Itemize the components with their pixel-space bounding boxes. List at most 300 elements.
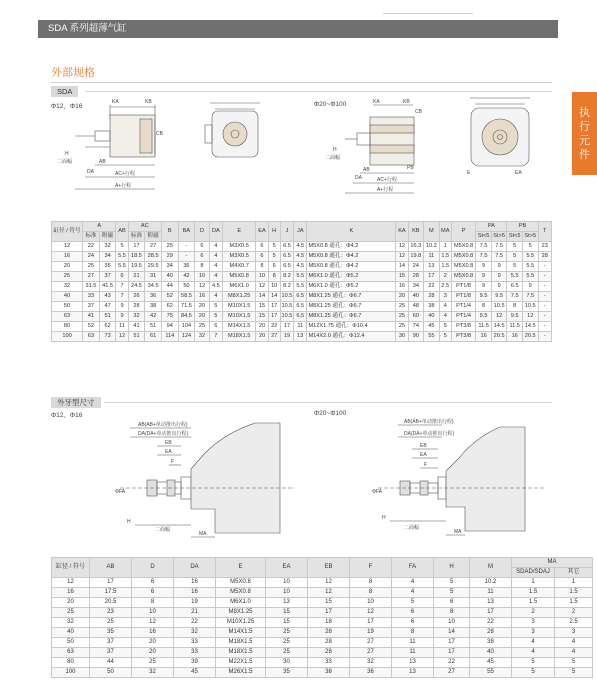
- table-cell: M8X1.25 通孔：Φ6.7: [307, 302, 396, 312]
- dim-label: DA(DA+单动推出行程): [404, 431, 455, 437]
- table-cell: 8: [350, 578, 392, 588]
- table-cell: 4: [209, 262, 222, 272]
- th-bore: 缸径 / 符号: [52, 558, 90, 578]
- table-cell: 1: [439, 242, 451, 252]
- th-ac: AC: [128, 222, 161, 232]
- dim-label: 二面幅: [155, 527, 171, 533]
- th-bore: 缸径 / 符号: [52, 222, 83, 242]
- table-cell: 6.5: [280, 242, 293, 252]
- table-cell: 7: [116, 282, 128, 292]
- th-sub: 标准: [128, 232, 145, 242]
- table-cell: 34: [408, 282, 424, 292]
- dim-label: F: [424, 462, 428, 468]
- table-cell: 20: [256, 322, 268, 332]
- table-cell: 27: [83, 272, 100, 282]
- table-cell: 28: [128, 302, 145, 312]
- table-cell: 28: [470, 628, 512, 638]
- table-cell: 16: [52, 252, 83, 262]
- dim-label: E: [467, 170, 471, 176]
- dim-label: MA: [454, 529, 462, 535]
- table-cell: 12: [308, 588, 350, 598]
- table-row: [52, 262, 552, 272]
- table-cell: 6: [132, 588, 174, 598]
- table-cell: 40: [408, 292, 424, 302]
- table-cell: 7.5: [491, 252, 507, 262]
- th-sub: St<5: [476, 232, 492, 242]
- th-t: T: [538, 222, 552, 242]
- dim-label: KB: [403, 99, 410, 105]
- table-cell: 28: [538, 252, 552, 262]
- table-cell: 10.5: [280, 302, 293, 312]
- table-cell: 7: [116, 292, 128, 302]
- table-cell: 63: [83, 332, 100, 342]
- table-cell: 31.5: [83, 282, 100, 292]
- table-cell: 17: [308, 608, 350, 618]
- table-cell: M8X1.25 通孔：Φ6.7: [307, 292, 396, 302]
- table-cell: 22: [268, 322, 280, 332]
- table1-group-header-row: [52, 222, 552, 232]
- table-cell: 14.5: [522, 322, 538, 332]
- table-cell: 5.5: [522, 272, 538, 282]
- table-cell: 10.5: [280, 312, 293, 322]
- table-cell: 27: [350, 638, 392, 648]
- th-sub: St>5: [491, 232, 507, 242]
- dim-label: AB: [363, 167, 370, 173]
- drawing-large-bore-front: [455, 90, 550, 185]
- table-cell: 60: [408, 312, 424, 322]
- table-row: [52, 282, 552, 292]
- table-cell: 25: [266, 648, 308, 658]
- dim-label: 二面幅: [325, 155, 341, 161]
- table-cell: 7.5: [476, 242, 492, 252]
- table-cell: 20: [396, 292, 408, 302]
- table-cell: 1.5: [555, 588, 593, 598]
- dim-label: ΦFA: [115, 489, 126, 495]
- table-cell: 1: [512, 578, 555, 588]
- table-cell: 43: [99, 292, 116, 302]
- table-cell: 12: [195, 282, 209, 292]
- table-cell: 39: [174, 658, 216, 668]
- table-cell: 63: [52, 648, 90, 658]
- table-cell: 5: [555, 668, 593, 678]
- table-cell: 25: [161, 242, 178, 252]
- table-row: [52, 302, 552, 312]
- table-cell: 5.5: [507, 272, 523, 282]
- table-cell: 51: [128, 332, 145, 342]
- table-cell: 63: [52, 312, 83, 322]
- table-cell: M4X0.7: [223, 262, 256, 272]
- table-row: [52, 312, 552, 322]
- table-cell: 6: [434, 598, 470, 608]
- th-d: D: [132, 558, 174, 578]
- table-cell: 35: [266, 668, 308, 678]
- table-cell: M22X1.5: [216, 658, 266, 668]
- table-cell: PT3/8: [451, 322, 475, 332]
- table-cell: M18X1.5: [223, 332, 256, 342]
- table-cell: 2: [439, 272, 451, 282]
- table-cell: 5: [439, 332, 451, 342]
- table-cell: 48: [408, 302, 424, 312]
- table-cell: 5: [439, 322, 451, 332]
- table-cell: 4: [209, 242, 222, 252]
- th-d: D: [195, 222, 209, 242]
- table-cell: M10X1.5: [223, 302, 256, 312]
- table-cell: 1.5: [439, 262, 451, 272]
- table-cell: 11.5: [507, 322, 523, 332]
- table-cell: 6.5: [280, 252, 293, 262]
- table-cell: 8: [507, 302, 523, 312]
- table-cell: 17: [350, 618, 392, 628]
- table-cell: 28: [308, 648, 350, 658]
- table-cell: 12: [350, 608, 392, 618]
- table-cell: M8X1.25 通孔：Φ6.7: [307, 312, 396, 322]
- table-cell: 7.5: [476, 252, 492, 262]
- dim-label: KA: [373, 99, 380, 105]
- table-cell: 22: [424, 282, 440, 292]
- table-cell: 11: [392, 648, 434, 658]
- table-cell: 5.5: [116, 252, 128, 262]
- drawing-large-bore-thread: [360, 413, 555, 543]
- table-cell: 15: [256, 312, 268, 322]
- table-cell: M3X0.5: [223, 242, 256, 252]
- dim-label: AB(AB+单动推出行程): [404, 419, 454, 425]
- table-cell: 18.5: [128, 252, 145, 262]
- table-cell: 5: [268, 242, 280, 252]
- table-cell: 5.5: [294, 282, 307, 292]
- table-cell: 8: [268, 272, 280, 282]
- table-cell: 5: [209, 312, 222, 322]
- table-cell: 20: [195, 312, 209, 322]
- th-e: E: [216, 558, 266, 578]
- table-cell: 20: [195, 302, 209, 312]
- th-da: DA: [209, 222, 222, 242]
- table-row: [52, 578, 593, 588]
- th-ab: AB: [116, 222, 128, 242]
- table-cell: 16.3: [408, 242, 424, 252]
- table-cell: 62: [99, 322, 116, 332]
- table-cell: 28.5: [145, 252, 162, 262]
- table-cell: 27: [268, 332, 280, 342]
- table-cell: 28: [308, 638, 350, 648]
- table-cell: 2: [512, 608, 555, 618]
- table-cell: 3: [439, 292, 451, 302]
- dim-label: EB: [420, 443, 427, 449]
- table-cell: 17: [470, 608, 512, 618]
- dim-label: EB: [165, 440, 172, 446]
- dim-label: A+行程: [377, 187, 394, 193]
- table-cell: 38: [424, 302, 440, 312]
- table-cell: 40: [52, 292, 83, 302]
- table-cell: -: [538, 302, 552, 312]
- table-cell: 84.5: [178, 312, 195, 322]
- table-cell: 25: [266, 628, 308, 638]
- table-cell: 32: [174, 628, 216, 638]
- table-cell: 4: [392, 588, 434, 598]
- th-eb: EB: [308, 558, 350, 578]
- table-cell: 62: [161, 302, 178, 312]
- table-cell: 1.5: [512, 588, 555, 598]
- table-cell: 28: [308, 628, 350, 638]
- table-cell: 12: [522, 312, 538, 322]
- table-cell: 1.5: [439, 252, 451, 262]
- table-cell: 16: [174, 588, 216, 598]
- table-cell: 32: [52, 618, 90, 628]
- table-cell: 12: [256, 282, 268, 292]
- th-p: P: [451, 222, 475, 242]
- table-cell: 19: [280, 332, 293, 342]
- table-cell: 3: [512, 628, 555, 638]
- table-cell: 9.5: [476, 292, 492, 302]
- table-cell: 58.5: [178, 292, 195, 302]
- table-cell: 9: [116, 312, 128, 322]
- drawing-large-bore-side: [325, 95, 445, 205]
- table-cell: M5X0.8: [451, 262, 475, 272]
- table-cell: 4: [512, 648, 555, 658]
- table-cell: 11: [116, 322, 128, 332]
- table-cell: 4: [209, 272, 222, 282]
- table-cell: 6.5: [294, 302, 307, 312]
- table-cell: PT1/8: [451, 282, 475, 292]
- th-e: E: [223, 222, 256, 242]
- table-cell: 28: [424, 292, 440, 302]
- table-cell: M6X1.0: [216, 598, 266, 608]
- table-cell: 3: [555, 628, 593, 638]
- dim-label: CB: [156, 131, 163, 137]
- sub-label-male-thread: 外牙型尺寸: [51, 397, 101, 408]
- table-cell: 5: [116, 242, 128, 252]
- table-cell: 25: [90, 618, 132, 628]
- th-b: B: [161, 222, 178, 242]
- dim-label: PB: [407, 165, 414, 171]
- table-cell: 12: [308, 578, 350, 588]
- table-cell: 16: [52, 588, 90, 598]
- table-cell: 37: [83, 302, 100, 312]
- table-cell: 10: [268, 282, 280, 292]
- table-cell: 52: [83, 322, 100, 332]
- th-m: M: [424, 222, 440, 242]
- table-cell: 2: [555, 608, 593, 618]
- table-cell: 50: [52, 302, 83, 312]
- th-sub: 其它: [555, 568, 593, 578]
- table-cell: 16: [396, 282, 408, 292]
- dim-label: AB: [99, 159, 106, 165]
- dim-label: DA(DA+单动推出行程): [138, 431, 189, 437]
- table-cell: 4.5: [294, 242, 307, 252]
- table-cell: 31: [145, 272, 162, 282]
- table-cell: 8: [256, 262, 268, 272]
- table-cell: -: [178, 252, 195, 262]
- table-row: [52, 292, 552, 302]
- table-cell: 10.2: [470, 578, 512, 588]
- table-cell: 6: [256, 242, 268, 252]
- table-cell: 13: [424, 262, 440, 272]
- dim-label: AC+行程: [115, 171, 135, 177]
- table-cell: 15: [308, 598, 350, 608]
- table-cell: 8: [392, 628, 434, 638]
- th-pb: PB: [507, 222, 538, 232]
- table-cell: 38: [308, 668, 350, 678]
- th-k: K: [307, 222, 396, 242]
- table-cell: 6: [116, 272, 128, 282]
- table-cell: 25: [83, 262, 100, 272]
- table-cell: M6X1.0 通孔：Φ5.2: [307, 272, 396, 282]
- table-row: [52, 588, 593, 598]
- section-title-external-spec: 外部规格: [51, 67, 95, 79]
- dim-label: EA: [165, 449, 172, 455]
- table-cell: 80: [52, 322, 83, 332]
- th-ja: JA: [294, 222, 307, 242]
- table-cell: 45: [174, 668, 216, 678]
- table-cell: 10.5: [522, 302, 538, 312]
- table-cell: 14: [434, 628, 470, 638]
- table-cell: 6: [195, 242, 209, 252]
- table-cell: 9: [476, 262, 492, 272]
- table-cell: 20: [256, 332, 268, 342]
- table-cell: M18X1.5: [216, 638, 266, 648]
- table-cell: 42: [178, 272, 195, 282]
- table-cell: 6.5: [294, 312, 307, 322]
- table-cell: 5.5: [522, 252, 538, 262]
- side-category-tab: [572, 92, 597, 175]
- table-cell: 5.5: [294, 272, 307, 282]
- table-cell: 52: [161, 292, 178, 302]
- table-cell: M8X1.25: [223, 292, 256, 302]
- table-cell: 24: [83, 252, 100, 262]
- th-h: H: [434, 558, 470, 578]
- table-cell: 37: [99, 272, 116, 282]
- table-cell: 13: [392, 668, 434, 678]
- table-cell: 42: [145, 312, 162, 322]
- table-cell: 20: [132, 648, 174, 658]
- th-f: F: [350, 558, 392, 578]
- th-ab: AB: [90, 558, 132, 578]
- th-j: J: [280, 222, 293, 242]
- table-row: [52, 242, 552, 252]
- table-cell: 22: [470, 618, 512, 628]
- th-ma: MA: [439, 222, 451, 242]
- table-cell: 5: [522, 242, 538, 252]
- table-cell: 10: [266, 578, 308, 588]
- table-cell: M5X0.8: [451, 272, 475, 282]
- table-cell: M14X2.0 通孔：Φ12.4: [307, 332, 396, 342]
- table-row: [52, 618, 593, 628]
- th-ea: EA: [266, 558, 308, 578]
- dim-label: F: [171, 459, 175, 465]
- table-cell: 32: [132, 668, 174, 678]
- drawing-small-bore-front: [190, 95, 275, 170]
- bore-note-large: Φ20~Φ100: [314, 101, 347, 108]
- dim-label: H: [127, 519, 131, 525]
- table-cell: 16: [507, 332, 523, 342]
- table-cell: 33: [83, 292, 100, 302]
- table-cell: 16: [132, 628, 174, 638]
- table1-body: [52, 242, 552, 342]
- table-cell: PT3/8: [451, 332, 475, 342]
- table-cell: 13: [470, 598, 512, 608]
- table-cell: 11: [424, 252, 440, 262]
- table-cell: 17: [128, 242, 145, 252]
- table-cell: 104: [178, 322, 195, 332]
- table-cell: 25: [195, 322, 209, 332]
- table-cell: 10: [266, 588, 308, 598]
- table-cell: 19.5: [128, 262, 145, 272]
- table-cell: 35: [90, 628, 132, 638]
- table-cell: 100: [52, 332, 83, 342]
- table-cell: 5: [507, 252, 523, 262]
- th-sub: 附磁: [145, 232, 162, 242]
- table-cell: 5: [434, 578, 470, 588]
- table-cell: 19: [174, 598, 216, 608]
- dim-label: 二面幅: [404, 525, 420, 531]
- table-cell: 10: [195, 272, 209, 282]
- table-cell: M14X1.5: [223, 322, 256, 332]
- side-tab-char: 元: [579, 135, 590, 147]
- table-cell: M5X0.8: [216, 588, 266, 598]
- table-cell: 4.5: [209, 282, 222, 292]
- table-cell: 15: [256, 302, 268, 312]
- table-cell: 55: [470, 668, 512, 678]
- table-cell: 36: [178, 262, 195, 272]
- dim-label: AB(AB+单动推出行程): [138, 422, 188, 428]
- table-cell: 14.5: [491, 322, 507, 332]
- table-cell: 12: [491, 312, 507, 322]
- drawing-small-bore-thread: [105, 413, 305, 543]
- table-cell: 12: [52, 578, 90, 588]
- table-cell: M10X1.5: [223, 312, 256, 322]
- section-divider: [51, 82, 552, 83]
- table-cell: M14X1.5: [216, 628, 266, 638]
- table-cell: 9: [476, 282, 492, 292]
- table-cell: 1.5: [512, 598, 555, 608]
- table-cell: 8: [476, 302, 492, 312]
- table-cell: 29.5: [145, 262, 162, 272]
- table-cell: 71.5: [178, 302, 195, 312]
- table-cell: 32: [195, 332, 209, 342]
- table-cell: 4: [392, 578, 434, 588]
- table-cell: 10.5: [280, 292, 293, 302]
- table-cell: 25: [396, 322, 408, 332]
- table-cell: 6.5: [280, 262, 293, 272]
- dim-label: MA: [199, 531, 207, 537]
- sub-label-sda: SDA: [51, 86, 78, 97]
- dim-label: H: [382, 515, 386, 521]
- table-cell: 50: [52, 638, 90, 648]
- spec-table-sda: [51, 221, 552, 342]
- table-cell: 17: [434, 648, 470, 658]
- table-cell: 16: [476, 332, 492, 342]
- th-ma: MA: [512, 558, 593, 568]
- table-cell: 6.5: [507, 282, 523, 292]
- table-cell: 20: [52, 598, 90, 608]
- table-cell: 90: [408, 332, 424, 342]
- table-cell: 14: [396, 262, 408, 272]
- table-cell: 14: [256, 292, 268, 302]
- table-row: [52, 272, 552, 282]
- table-cell: 8: [195, 262, 209, 272]
- header-top-rule: [383, 13, 473, 14]
- table2-header-row: [52, 558, 593, 568]
- sub-label-line: [104, 402, 552, 403]
- table-row: [52, 608, 593, 618]
- dim-label: H: [65, 151, 69, 157]
- table-cell: M5X0.8: [451, 242, 475, 252]
- table-cell: 9.5: [491, 292, 507, 302]
- table-cell: 10: [256, 272, 268, 282]
- table-cell: 32: [128, 312, 145, 322]
- table-cell: M6X1.0 通孔：Φ5.2: [307, 282, 396, 292]
- table-cell: 5: [392, 598, 434, 608]
- table-cell: 6: [195, 252, 209, 262]
